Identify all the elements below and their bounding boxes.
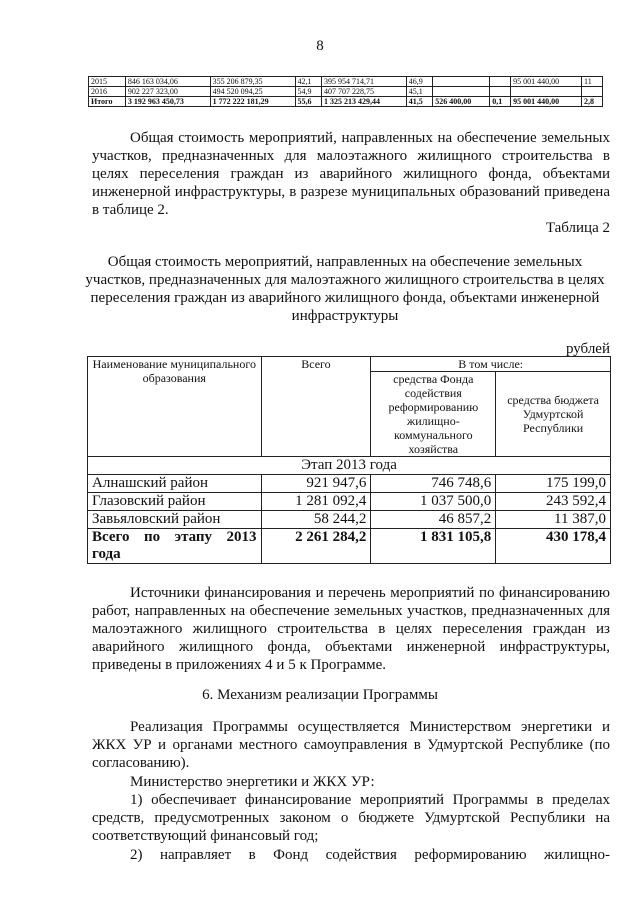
- table-row: [88, 493, 611, 511]
- total-value: 1 281 092,4: [261, 493, 371, 511]
- stage-label: Этап 2013 года: [88, 457, 611, 475]
- table-cell: 395 954 714,71: [321, 77, 406, 87]
- paragraph-implementation: Реализация Программы осуществляется Министерством энергетики и ЖКХ УР и органами местного самоуправления в Удмуртской Республике (по согласованию).: [92, 719, 610, 771]
- stage-row: [88, 457, 611, 475]
- table-cell: 407 707 228,75: [321, 87, 406, 97]
- table-cell: 0,1: [490, 97, 511, 107]
- table-cell: 1 772 222 181,29: [210, 97, 295, 107]
- table-title: Общая стоимость мероприятий, направленных на обеспечение земельных участков, предназначенных для малоэтажного жилищного строительства в целях переселения граждан из аварийного жилищного фонда, объектами инженерной инфраструктуры: [85, 254, 605, 324]
- table-cell: 55,6: [295, 97, 321, 107]
- table-row: [89, 77, 603, 87]
- paragraph-item-2: 2) направляет в Фонд содействия реформированию жилищно-: [130, 847, 610, 863]
- table-cell: 2016: [89, 87, 126, 97]
- table-cell: 95 001 440,00: [511, 77, 582, 87]
- table-cell: 494 520 094,25: [210, 87, 295, 97]
- table-cell: 45,1: [406, 87, 432, 97]
- table-label: Таблица 2: [545, 220, 610, 236]
- paragraph-funding-sources: Источники финансирования и перечень мероприятий по финансированию работ, направленных на обеспечение земельных участков, предназначенных для малоэтажного жилищного строительства в целях переселения граждан из аварийного жилищного фонда, объектами инженерной инфраструктуры, приведены в приложениях 4 и 5 к Программе.: [92, 585, 610, 673]
- table-cell: 42,1: [295, 77, 321, 87]
- table-cell: 46,9: [406, 77, 432, 87]
- budget-value: 243 592,4: [496, 493, 611, 511]
- budget-value: 11 387,0: [496, 511, 611, 529]
- page-number: 8: [316, 38, 324, 54]
- budget-value: 430 178,4: [496, 529, 611, 564]
- table-row: [88, 511, 611, 529]
- table-cell: [582, 87, 603, 97]
- paragraph-ministry: Министерство энергетики и ЖКХ УР:: [130, 774, 375, 790]
- fund-value: 46 857,2: [371, 511, 496, 529]
- fund-value: 746 748,6: [371, 475, 496, 493]
- municipality-name: Алнашский район: [88, 475, 262, 493]
- table-cell: 11: [582, 77, 603, 87]
- table-cell: 902 227 323,00: [125, 87, 210, 97]
- paragraph-cost-intro: Общая стоимость мероприятий, направленных на обеспечение земельных участков, предназначенных для малоэтажного жилищного строительства в целях переселения граждан из аварийного жилищного фонда, объектами инженерной инфраструктуры, в разрезе муниципальных образований приведена в таблице 2.: [92, 130, 610, 218]
- table-cell: [511, 87, 582, 97]
- table-cell: 95 001 440,00: [511, 97, 582, 107]
- total-value: 2 261 284,2: [261, 529, 371, 564]
- header-including: В том числе:: [371, 357, 611, 372]
- municipality-name: Завьяловский район: [88, 511, 262, 529]
- continuation-table: [88, 76, 603, 107]
- header-fund: средства Фонда содействия реформированию жилищно-коммунального хозяйства: [371, 372, 496, 457]
- table-cell: 846 163 034,06: [125, 77, 210, 87]
- budget-value: 175 199,0: [496, 475, 611, 493]
- header-budget: средства бюджета Удмуртской Республики: [496, 372, 611, 457]
- table-cell: 526 400,00: [433, 97, 490, 107]
- table-cell: 3 192 963 450,73: [125, 97, 210, 107]
- paragraph-item-1: 1) обеспечивает финансирование мероприятий Программы в пределах средств, предусмотренных законом о бюджете Удмуртской Республики на соответствующий финансовый год;: [92, 792, 610, 844]
- total-label: Всего по этапу 2013 года: [88, 529, 262, 564]
- table-unit: рублей: [565, 341, 610, 357]
- table-row: [88, 475, 611, 493]
- fund-value: 1 831 105,8: [371, 529, 496, 564]
- table-header-row: [88, 357, 611, 372]
- table-cell: 41,5: [406, 97, 432, 107]
- table-cell: 2015: [89, 77, 126, 87]
- table-cell: [433, 87, 490, 97]
- table-cell: [433, 77, 490, 87]
- fund-value: 1 037 500,0: [371, 493, 496, 511]
- table-cell: 2,8: [582, 97, 603, 107]
- cost-table: [87, 356, 611, 564]
- total-value: 58 244,2: [261, 511, 371, 529]
- table-cell: [490, 77, 511, 87]
- header-total: Всего: [261, 357, 371, 457]
- header-municipality: Наименование муниципального образования: [88, 357, 262, 457]
- table-cell: [490, 87, 511, 97]
- table-cell: 54,9: [295, 87, 321, 97]
- table-cell: 1 325 213 429,44: [321, 97, 406, 107]
- table-row-total: [89, 97, 603, 107]
- table-row-total: [88, 529, 611, 564]
- total-value: 921 947,6: [261, 475, 371, 493]
- table-cell: 355 206 879,35: [210, 77, 295, 87]
- section-heading: 6. Механизм реализации Программы: [202, 687, 438, 703]
- table-cell: Итого: [89, 97, 126, 107]
- municipality-name: Глазовский район: [88, 493, 262, 511]
- table-row: [89, 87, 603, 97]
